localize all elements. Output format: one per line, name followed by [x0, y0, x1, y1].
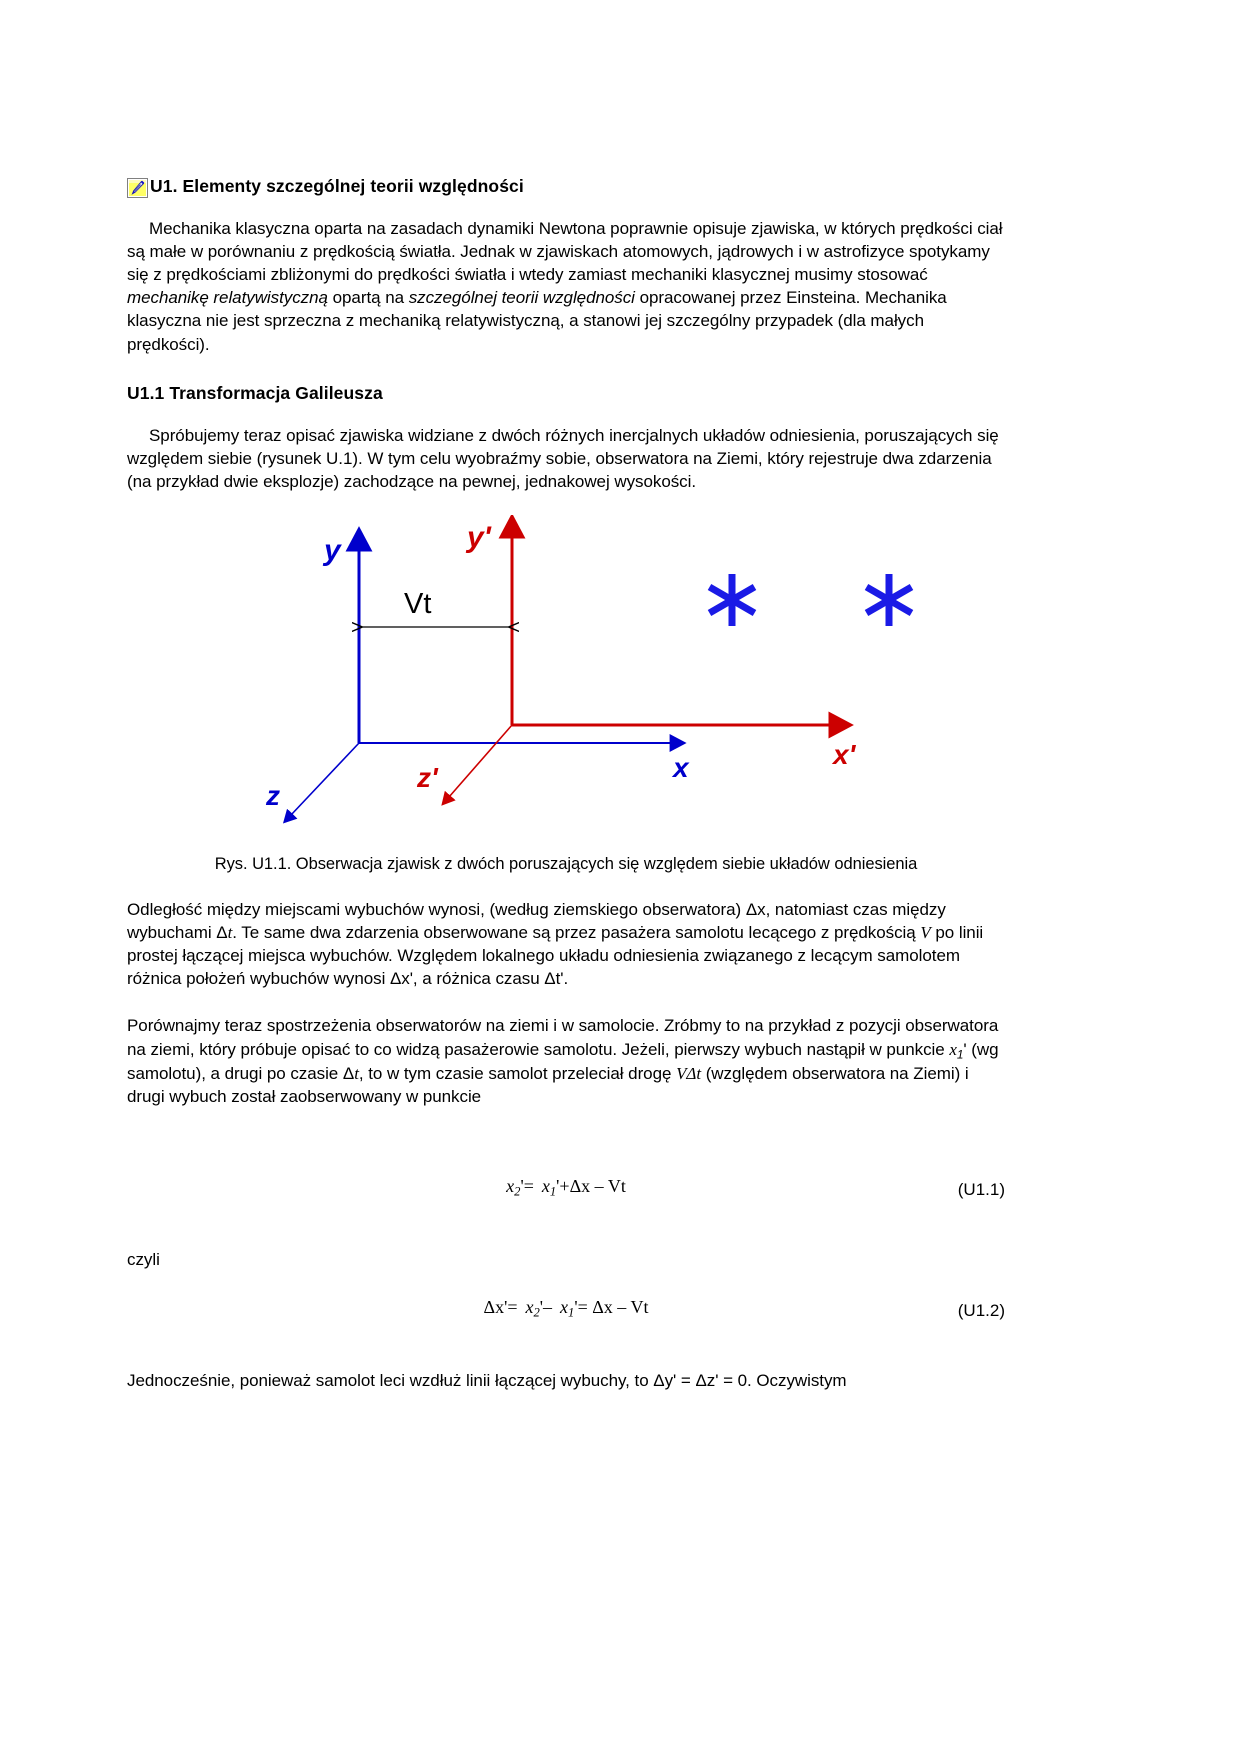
eq1-lhs-prime: '= — [520, 1176, 534, 1197]
eq1-lhs-var: x — [506, 1176, 515, 1197]
paragraph-conclusion: Jednocześnie, ponieważ samolot leci wzdłuż linii łączącej wybuchy, to Δy' = Δz' = 0. Oczywistym — [127, 1371, 847, 1391]
equation-row-u1-2 — [127, 1297, 1005, 1339]
eq1-rhs-var: x — [541, 1176, 550, 1197]
p4-text-c: , to w tym czasie samolot przeleciał drogę — [358, 1064, 677, 1084]
axis-z — [291, 743, 359, 815]
page-content — [127, 176, 1005, 1392]
label-y-prime: y' — [467, 520, 491, 554]
equation-u1-2 — [127, 1297, 1005, 1321]
eq2-prefix: Δx'= — [483, 1297, 518, 1318]
paragraph-distances — [127, 898, 1005, 990]
p4-text-b: ' (wg samolotu), a drugi po czasie Δ — [127, 1039, 999, 1084]
page-title — [127, 176, 1005, 197]
pencil-note-icon — [127, 178, 148, 198]
p4-var-t: t — [354, 1064, 359, 1084]
eq2-lhs-var: x — [525, 1297, 534, 1318]
p4-var-x1-subscript: 1 — [956, 1046, 964, 1061]
paragraph-intro — [127, 217, 1005, 356]
p4-text-d: (względem obserwatora na Ziemi) i drugi wybuch został zaobserwowany w punkcie — [127, 1064, 969, 1107]
paragraph-comparison — [127, 1014, 1005, 1108]
intro-text-a: Mechanika klasyczna oparta na zasadach dynamiki Newtona poprawnie opisuje zjawiska, w których prędkości ciał są małe w porównaniu z prędkością światła. Jednak w zjawiskach atomowych, jądrowych i w astrofizyce spotykamy się z prędkościami zbliżonymi do prędkości światła i wtedy zamiast mechaniki klasycznej musimy stosować — [127, 219, 1003, 285]
paragraph-czyli: czyli — [127, 1250, 160, 1270]
label-z: z — [266, 779, 280, 811]
explosion-marker-1 — [710, 574, 755, 626]
eq2-rhs-var: x — [560, 1297, 569, 1318]
equation-u1-1 — [127, 1176, 1005, 1200]
p3-text-a: Odległość między miejscami wybuchów wynosi, (według ziemskiego obserwatora) Δx, natomiast czas między wybuchami Δ — [127, 899, 946, 943]
eq1-rhs-sub: 1 — [549, 1184, 557, 1199]
equation-number-u1-1: (U1.1) — [957, 1180, 1005, 1200]
page-title-text: U1. Elementy szczególnej teorii względności — [150, 176, 524, 196]
p4-var-vdt: VΔt — [676, 1064, 702, 1084]
label-vt: Vt — [404, 587, 432, 620]
eq2-lhs-prime: '– — [539, 1297, 553, 1318]
label-z-prime: z' — [417, 761, 438, 793]
p3-var-V: V — [920, 923, 931, 943]
explosion-marker-2 — [867, 574, 912, 626]
intro-emphasis-teoria: szczególnej teorii względności — [408, 288, 635, 308]
p3-text-c: po linii prostej łączącej miejsca wybuchów. Względem lokalnego układu odniesienia związanego z lecącym samolotem różnica położeń wybuchów wynosi Δx', a różnica czasu Δt'. — [127, 923, 984, 989]
equation-row-u1-1 — [127, 1176, 1005, 1218]
paragraph-galileo-intro: Spróbujemy teraz opisać zjawiska widziane z dwóch różnych inercjalnych układów odniesienia, poruszających się względem siebie (rysunek U.1). W tym celu wyobraźmy sobie, obserwatora na Ziemi, który rejestruje dwa zdarzenia (na przykład dwie eksplozje) zachodzące na pewnej, jednakowej wysokości. — [127, 425, 999, 491]
label-y: y — [324, 533, 341, 567]
p3-text-b: . Te same dwa zdarzenia obserwowane są przez pasażera samolotu lecącego z prędkością — [232, 923, 921, 943]
intro-text-c: opracowanej przez Einsteina. Mechanika klasyczna nie jest sprzeczna z mechaniką relatywistyczną, a stanowi jej szczególny przypadek (dla małych prędkości). — [127, 288, 947, 354]
figure-u1-1 — [127, 515, 1005, 845]
section-heading-u1-1: U1.1 Transformacja Galileusza — [127, 382, 383, 403]
label-x: x — [673, 751, 689, 783]
axis-z-prime — [449, 725, 512, 797]
p3-var-t: t — [227, 923, 233, 943]
eq1-rhs-rest: '+Δx – Vt — [556, 1176, 626, 1197]
equation-number-u1-2: (U1.2) — [957, 1301, 1005, 1321]
eq1-lhs-sub: 2 — [514, 1184, 521, 1199]
eq2-lhs-sub: 2 — [533, 1305, 540, 1320]
figure-caption: Rys. U1.1. Obserwacja zjawisk z dwóch poruszających się względem siebie układów odniesienia — [214, 854, 918, 873]
p4-text-a: Porównajmy teraz spostrzeżenia obserwatorów na ziemi i w samolocie. Zróbmy to na przykład z pozycji obserwatora na ziemi, który próbuje opisać to co widzą pasażerowie samolotu. Jeżeli, pierwszy wybuch nastąpił w punkcie — [127, 1016, 999, 1059]
eq2-rhs-sub: 1 — [568, 1305, 575, 1320]
intro-text-b: opartą na — [327, 288, 409, 308]
label-x-prime: x' — [833, 738, 856, 770]
coordinate-frames-diagram — [127, 515, 1005, 845]
eq2-rhs-rest: '= Δx – Vt — [574, 1297, 649, 1318]
intro-emphasis-mechanika: mechanikę relatywistyczną — [127, 288, 328, 308]
p4-var-x1: x — [949, 1039, 957, 1059]
